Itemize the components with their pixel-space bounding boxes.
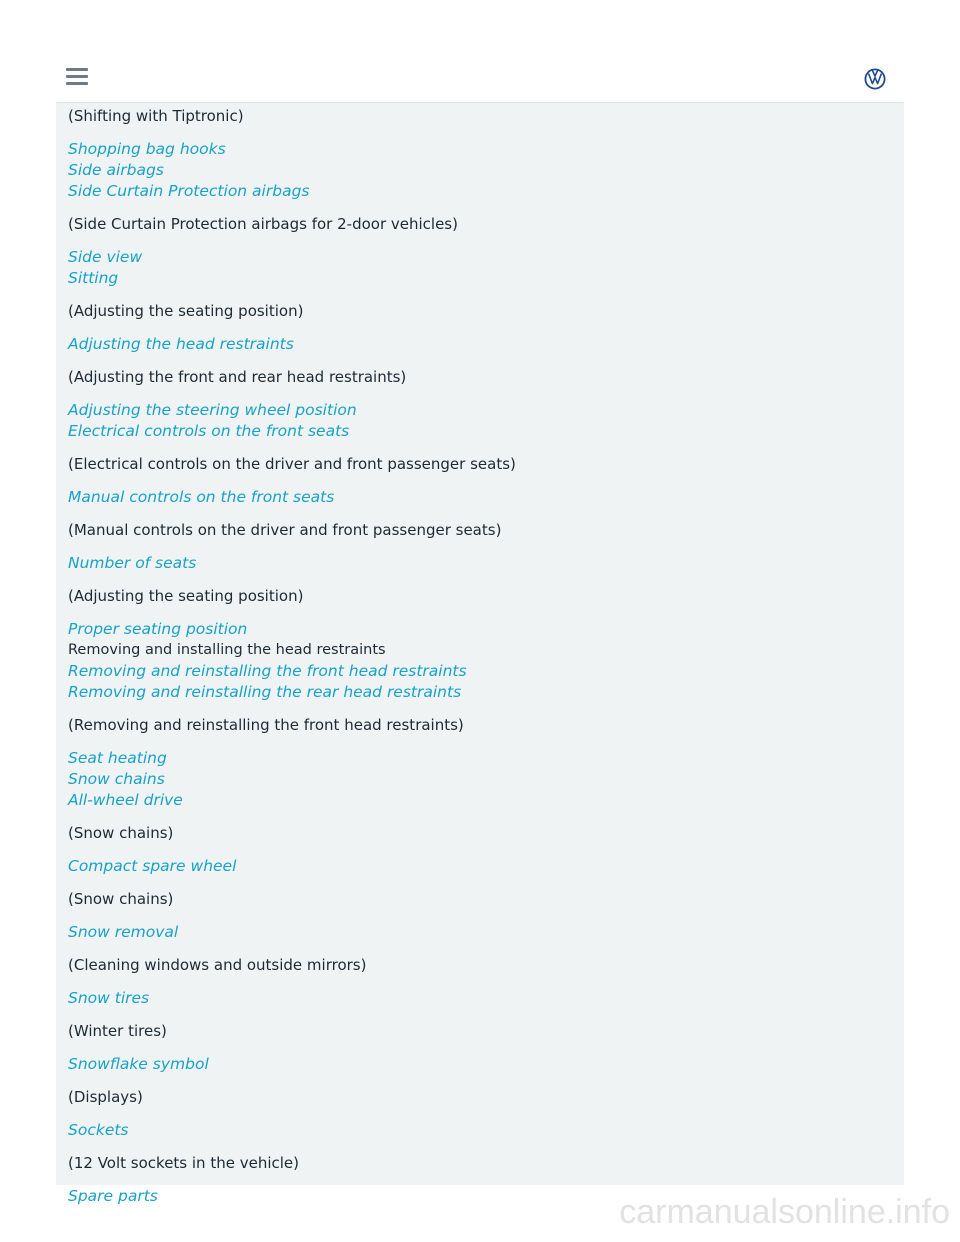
index-group xyxy=(68,454,904,475)
index-note: (Snow chains) xyxy=(68,890,174,908)
index-group xyxy=(68,1021,904,1042)
index-note: (Adjusting the seating position) xyxy=(68,587,304,605)
index-group xyxy=(68,247,904,289)
index-group xyxy=(68,214,904,235)
index-note: (Adjusting the seating position) xyxy=(68,302,304,320)
index-link[interactable]: Side Curtain Protection airbags xyxy=(68,182,310,200)
index-group xyxy=(68,520,904,541)
index-note: (Cleaning windows and outside mirrors) xyxy=(68,956,367,974)
index-subheading: Removing and installing the head restraints xyxy=(68,642,386,658)
index-link[interactable]: Snow removal xyxy=(68,923,179,941)
index-group xyxy=(68,139,904,202)
index-group xyxy=(68,889,904,910)
index-link[interactable]: Electrical controls on the front seats xyxy=(68,422,350,440)
hamburger-menu-icon[interactable] xyxy=(66,68,88,86)
index-note: (Snow chains) xyxy=(68,824,174,842)
index-group xyxy=(68,619,904,703)
index-group xyxy=(68,553,904,574)
index-link[interactable]: Shopping bag hooks xyxy=(68,140,226,158)
index-group xyxy=(68,922,904,943)
index-group xyxy=(68,1153,904,1174)
index-note: (Winter tires) xyxy=(68,1022,167,1040)
index-group xyxy=(68,106,904,127)
top-bar xyxy=(56,52,904,103)
index-content-panel xyxy=(56,103,904,1205)
index-group xyxy=(68,586,904,607)
index-link[interactable]: Removing and reinstalling the rear head restraints xyxy=(68,683,462,701)
index-group xyxy=(68,367,904,388)
index-note: (Side Curtain Protection airbags for 2-door vehicles) xyxy=(68,215,458,233)
index-link[interactable]: Snow chains xyxy=(68,770,165,788)
index-group xyxy=(68,988,904,1009)
index-link[interactable]: Seat heating xyxy=(68,749,167,767)
index-link[interactable]: Side view xyxy=(68,248,143,266)
index-group xyxy=(68,1120,904,1141)
index-link[interactable]: Sockets xyxy=(68,1121,129,1139)
index-note: (Removing and reinstalling the front head restraints) xyxy=(68,716,464,734)
index-group xyxy=(68,301,904,322)
index-group xyxy=(68,856,904,877)
index-group xyxy=(68,823,904,844)
index-note: (Electrical controls on the driver and front passenger seats) xyxy=(68,455,516,473)
index-link[interactable]: Adjusting the head restraints xyxy=(68,335,294,353)
index-group xyxy=(68,400,904,442)
index-group xyxy=(68,334,904,355)
index-group xyxy=(68,1054,904,1075)
index-note: (Displays) xyxy=(68,1088,143,1106)
index-link[interactable]: Snow tires xyxy=(68,989,150,1007)
index-link[interactable]: Proper seating position xyxy=(68,620,248,638)
index-link[interactable]: Removing and reinstalling the front head restraints xyxy=(68,662,467,680)
index-group xyxy=(68,748,904,811)
vw-logo-icon[interactable] xyxy=(864,68,886,90)
index-link[interactable]: Sitting xyxy=(68,269,119,287)
index-group xyxy=(68,955,904,976)
index-link[interactable]: Number of seats xyxy=(68,554,197,572)
index-group xyxy=(68,1087,904,1108)
index-link[interactable]: Compact spare wheel xyxy=(68,857,237,875)
index-link[interactable]: Side airbags xyxy=(68,161,164,179)
index-link[interactable]: Manual controls on the front seats xyxy=(68,488,335,506)
index-group xyxy=(68,715,904,736)
index-link[interactable]: Spare parts xyxy=(68,1187,158,1205)
watermark-text: carmanualsonline.info xyxy=(619,1193,950,1231)
index-group xyxy=(68,487,904,508)
index-note: (Manual controls on the driver and front passenger seats) xyxy=(68,521,502,539)
index-note: (Shifting with Tiptronic) xyxy=(68,107,244,125)
index-link[interactable]: Snowflake symbol xyxy=(68,1055,209,1073)
index-link[interactable]: All-wheel drive xyxy=(68,791,183,809)
index-link[interactable]: Adjusting the steering wheel position xyxy=(68,401,357,419)
index-list xyxy=(56,103,904,1207)
index-note: (12 Volt sockets in the vehicle) xyxy=(68,1154,299,1172)
index-note: (Adjusting the front and rear head restraints) xyxy=(68,368,407,386)
